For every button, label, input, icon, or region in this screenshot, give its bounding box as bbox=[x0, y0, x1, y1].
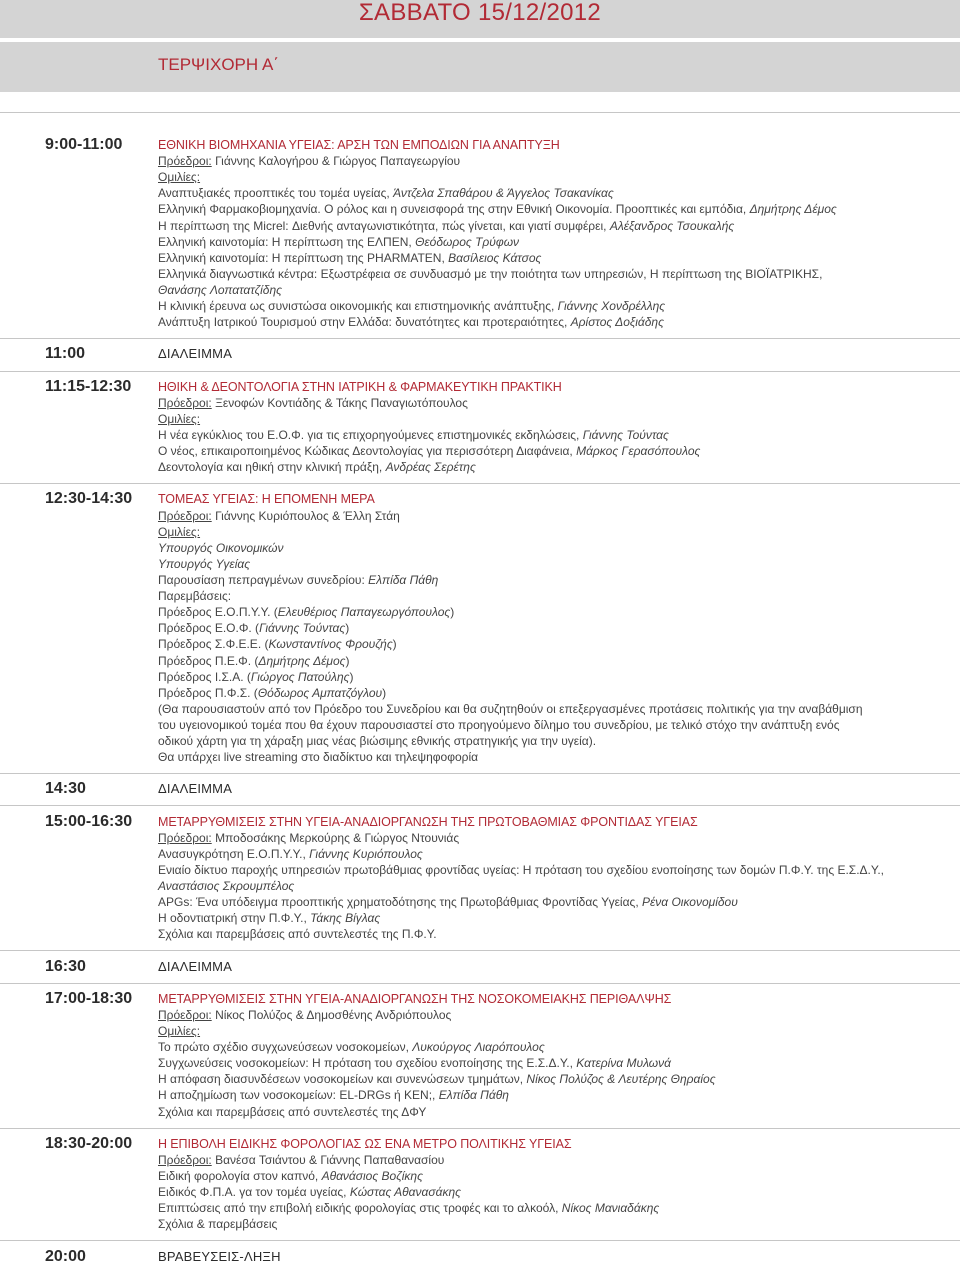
program-line bbox=[158, 572, 960, 588]
program-line bbox=[158, 685, 960, 701]
session-time: 12:30-14:30 bbox=[45, 490, 133, 508]
chairs-line bbox=[158, 508, 960, 524]
program-line bbox=[158, 1184, 960, 1200]
chairs-names: Βανέσα Τσιάντου & Γιάννης Παπαθανασίου bbox=[215, 1152, 445, 1167]
item-text: Πρόεδρος Ι.Σ.Α. ( bbox=[158, 669, 251, 684]
item-suffix: ) bbox=[392, 637, 397, 652]
speaker-name: Ελευθέριος Παπαγεωργόπουλος bbox=[277, 605, 451, 620]
speaker-name: Λυκούργος Λιαρόπουλος bbox=[412, 1040, 545, 1055]
program-line bbox=[158, 298, 960, 314]
item-text: Η νέα εγκύκλιος του Ε.Ο.Φ. για τις επιχορηγούμενες επιστημονικές εκδηλώσεις, bbox=[158, 427, 583, 442]
item-text: Παρεμβάσεις: bbox=[158, 589, 232, 604]
speaker-name: Νίκος Μανιαδάκης bbox=[561, 1201, 660, 1216]
item-text: Η αποζημίωση των νοσοκομείων: EL-DRGs ή ΚΕΝ;, bbox=[158, 1088, 439, 1103]
session-content bbox=[158, 491, 960, 765]
header-rule bbox=[0, 112, 960, 113]
program-line bbox=[158, 653, 960, 669]
program-line bbox=[158, 1039, 960, 1055]
break-row bbox=[0, 781, 960, 797]
section-divider bbox=[0, 363, 960, 379]
program-line bbox=[158, 1055, 960, 1071]
item-text: Ελληνική Φαρμακοβιομηχανία. Ο ρόλος και η συνεισφορά της στην Εθνική Οικονομία. Προοπτικές και εμπόδια, bbox=[158, 202, 750, 217]
speaker-name: Θόδωρος Αμπατζόγλου bbox=[257, 685, 383, 700]
session-block bbox=[0, 137, 960, 330]
talks-label: Ομιλίες: bbox=[158, 411, 201, 426]
item-text: Ανάπτυξη Ιατρικού Τουρισμού στην Ελλάδα: δυνατότητες και προτεραιότητες, bbox=[158, 315, 571, 330]
session-time: 17:00-18:30 bbox=[45, 989, 133, 1007]
speaker-name: Υπουργός Οικονομικών bbox=[158, 540, 284, 555]
day-title: ΣΑΒΒΑΤΟ 15/12/2012 bbox=[358, 0, 602, 26]
speaker-name: Άντζελα Σπαθάρου & Άγγελος Τσακανίκας bbox=[393, 186, 614, 201]
speaker-name: Ελπίδα Πάθη bbox=[368, 572, 439, 587]
program-line bbox=[158, 314, 960, 330]
chairs-line bbox=[158, 153, 960, 169]
program-line bbox=[158, 1168, 960, 1184]
session-content bbox=[158, 781, 960, 797]
session-time: 9:00-11:00 bbox=[45, 136, 123, 153]
section-divider bbox=[0, 942, 960, 958]
item-text: Πρόεδρος Π.Ε.Φ. ( bbox=[158, 653, 259, 668]
item-text: Επιπτώσεις από την επιβολή ειδικής φορολογίας στις τροφές και το αλκοόλ, bbox=[158, 1201, 562, 1216]
item-text: Αναπτυξιακές προοπτικές του τομέα υγείας, bbox=[158, 186, 394, 201]
hall-band bbox=[0, 42, 960, 92]
program-line bbox=[158, 620, 960, 636]
talks-label-line bbox=[158, 411, 960, 427]
item-suffix: ) bbox=[345, 621, 350, 636]
item-text: Σχόλια & παρεμβάσεις bbox=[158, 1217, 278, 1232]
chairs-names: Μποδοσάκης Μερκούρης & Γιώργος Ντουνιάς bbox=[215, 830, 460, 845]
session-time: 11:15-12:30 bbox=[45, 377, 132, 395]
item-text: Ο νέος, επικαιροποιημένος Κώδικας Δεοντολογίας για περισσότερη Διαφάνεια, bbox=[158, 444, 577, 459]
program-line bbox=[158, 846, 960, 862]
break-row bbox=[0, 346, 960, 362]
session-title: ΗΘΙΚΗ & ΔΕΟΝΤΟΛΟΓΙΑ ΣΤΗΝ ΙΑΤΡΙΚΗ & ΦΑΡΜΑΚΕΥΤΙΚΗ ΠΡΑΚΤΙΚΗ bbox=[158, 379, 562, 394]
section-divider bbox=[0, 765, 960, 781]
item-text: Σχόλια και παρεμβάσεις από συντελεστές της ΔΦΥ bbox=[158, 1104, 427, 1119]
program-line bbox=[158, 556, 960, 572]
speaker-name: Κατερίνα Μυλωνά bbox=[576, 1056, 671, 1071]
item-text: Ενιαίο δίκτυο παροχής υπηρεσιών πρωτοβάθμιας φροντίδας υγείας: Η πρόταση του σχεδίου ενοποίησης των δομών Π.Φ.Υ. της Ε.Σ.Δ.Υ., bbox=[158, 862, 885, 877]
program-line bbox=[158, 878, 960, 894]
session-content bbox=[158, 379, 960, 476]
break-label: ΔΙΑΛΕΙΜΜΑ bbox=[158, 346, 233, 362]
item-text: οδικού χάρτη για τη χάραξη μιας νέας βιώσιμης εθνικής στρατηγικής για την υγεία). bbox=[158, 734, 597, 749]
session-content bbox=[158, 814, 960, 943]
talks-label-line bbox=[158, 1023, 960, 1039]
session-time: 14:30 bbox=[45, 780, 86, 798]
chairs-label: Πρόεδροι: bbox=[158, 154, 212, 169]
session-block bbox=[0, 491, 960, 765]
item-text: Ελληνική καινοτομία: Η περίπτωση της ΕΛΠΕΝ, bbox=[158, 234, 416, 249]
chairs-names: Νίκος Πολύζος & Δημοσθένης Ανδριόπουλος bbox=[215, 1007, 452, 1022]
speaker-name: Θανάσης Λοπατατζίδης bbox=[158, 282, 282, 297]
program-line bbox=[158, 588, 960, 604]
item-text: Ελληνική καινοτομία: Η περίπτωση της PHARMATEN, bbox=[158, 250, 449, 265]
talks-label-line bbox=[158, 524, 960, 540]
program-line bbox=[158, 604, 960, 620]
item-text: (Θα παρουσιαστούν από τον Πρόεδρο του Συνεδρίου και θα συζητηθούν οι επεξεργασμένες προτάσεις πολιτικής για την αναβάθμιση bbox=[158, 701, 863, 716]
session-block bbox=[0, 1136, 960, 1233]
session-content bbox=[158, 1249, 960, 1265]
program-line bbox=[158, 282, 960, 298]
program-line bbox=[158, 266, 960, 282]
program-line bbox=[158, 910, 960, 926]
session-title: ΕΘΝΙΚΗ ΒΙΟΜΗΧΑΝΙΑ ΥΓΕΙΑΣ: ΑΡΣΗ ΤΩΝ ΕΜΠΟΔΙΩΝ ΓΙΑ ΑΝΑΠΤΥΞΗ bbox=[158, 138, 560, 152]
speaker-name: Γιάννης Κυριόπουλος bbox=[309, 846, 423, 861]
item-suffix: ) bbox=[450, 605, 455, 620]
program-line bbox=[158, 701, 960, 717]
break-label: ΔΙΑΛΕΙΜΜΑ bbox=[158, 958, 233, 974]
item-text: Η περίπτωση της Micrel: Διεθνής ανταγωνιστικότητα, πώς γίνεται, και γιατί συμφέρει, bbox=[158, 218, 610, 233]
speaker-name: Υπουργός Υγείας bbox=[158, 556, 251, 571]
session-title: ΤΟΜΕΑΣ ΥΓΕΙΑΣ: Η ΕΠΟΜΕΝΗ ΜΕΡΑ bbox=[158, 492, 375, 507]
program-line bbox=[158, 1104, 960, 1120]
break-label: ΒΡΑΒΕΥΣΕΙΣ-ΛΗΞΗ bbox=[158, 1248, 281, 1264]
speaker-name: Τάκης Βίγλας bbox=[310, 911, 381, 926]
item-text: Η οδοντιατρική στην Π.Φ.Υ., bbox=[158, 911, 311, 926]
session-block bbox=[0, 814, 960, 943]
item-text: Η κλινική έρευνα ως συνιστώσα οικονομικής και επιστημονικής ανάπτυξης, bbox=[158, 299, 558, 314]
hall-name: ΤΕΡΨΙΧΟΡΗ Α΄ bbox=[158, 55, 279, 74]
talks-label: Ομιλίες: bbox=[158, 524, 201, 539]
program-line bbox=[158, 201, 960, 217]
program-line bbox=[158, 1216, 960, 1232]
item-text: APGs: Ένα υπόδειγμα προοπτικής χρηματοδότησης της Πρωτοβάθμιας Φροντίδας Υγείας, bbox=[158, 895, 642, 910]
item-text: Πρόεδρος Π.Φ.Σ. ( bbox=[158, 685, 258, 700]
item-text: Η απόφαση διασυνδέσεων νοσοκομείων και συνενώσεων τμημάτων, bbox=[158, 1072, 527, 1087]
session-content bbox=[158, 1136, 960, 1233]
chairs-label: Πρόεδροι: bbox=[158, 1152, 212, 1167]
program-line bbox=[158, 669, 960, 685]
program-line bbox=[158, 926, 960, 942]
talks-label: Ομιλίες: bbox=[158, 170, 201, 185]
program-line bbox=[158, 250, 960, 266]
item-text: Πρόεδρος Ε.Ο.Φ. ( bbox=[158, 621, 260, 636]
program-line bbox=[158, 1087, 960, 1103]
speaker-name: Θεόδωρος Τρύφων bbox=[415, 234, 520, 249]
speaker-name: Αρίστος Δοξιάδης bbox=[570, 315, 664, 330]
speaker-name: Γιώργος Πατούλης bbox=[250, 669, 350, 684]
program-line bbox=[158, 459, 960, 475]
item-text: Σχόλια και παρεμβάσεις από συντελεστές της Π.Φ.Υ. bbox=[158, 927, 437, 942]
program-line bbox=[158, 427, 960, 443]
chairs-names: Γιάννης Κυριόπουλος & Έλλη Στάη bbox=[215, 508, 400, 523]
chairs-label: Πρόεδροι: bbox=[158, 508, 212, 523]
item-suffix: ) bbox=[345, 653, 350, 668]
item-text: Συγχωνεύσεις νοσοκομείων: Η πρόταση του σχεδίου ενοποίησης της Ε.Σ.Δ.Υ., bbox=[158, 1056, 577, 1071]
item-suffix: ) bbox=[382, 685, 387, 700]
item-text: Πρόεδρος Σ.Φ.Ε.Ε. ( bbox=[158, 637, 269, 652]
section-divider bbox=[0, 1120, 960, 1136]
session-content bbox=[158, 991, 960, 1120]
item-text: Ελληνικά διαγνωστικά κέντρα: Εξωστρέφεια σε συνδυασμό με την ποιότητα των υπηρεσιών, Η περίπτωση της ΒΙΟΪΑΤΡΙΚΗΣ, bbox=[158, 266, 823, 281]
program-line bbox=[158, 749, 960, 765]
program-line bbox=[158, 234, 960, 250]
session-time: 18:30-20:00 bbox=[45, 1134, 133, 1152]
speaker-name: Αθανάσιος Βοζίκης bbox=[321, 1169, 423, 1183]
section-divider bbox=[0, 797, 960, 813]
chairs-label: Πρόεδροι: bbox=[158, 1007, 212, 1022]
speaker-name: Βασίλειος Κάτσος bbox=[448, 250, 542, 265]
chairs-label: Πρόεδροι: bbox=[158, 395, 212, 410]
session-content bbox=[158, 137, 960, 330]
program-line bbox=[158, 894, 960, 910]
section-divider bbox=[0, 330, 960, 346]
program-line bbox=[158, 185, 960, 201]
item-text: Ειδική φορολογία στον καπνό, bbox=[158, 1169, 322, 1183]
speaker-name: Δημήτρης Δέμος bbox=[258, 653, 346, 668]
section-divider bbox=[0, 975, 960, 991]
speaker-name: Μάρκος Γερασόπουλος bbox=[576, 444, 701, 459]
session-block bbox=[0, 379, 960, 476]
speaker-name: Αλέξανδρος Τσουκαλής bbox=[609, 218, 735, 233]
program-line bbox=[158, 443, 960, 459]
session-time: 15:00-16:30 bbox=[45, 812, 133, 830]
break-row bbox=[0, 959, 960, 975]
session-title: ΜΕΤΑΡΡΥΘΜΙΣΕΙΣ ΣΤΗΝ ΥΓΕΙΑ-ΑΝΑΔΙΟΡΓΑΝΩΣΗ ΤΗΣ ΠΡΩΤΟΒΑΘΜΙΑΣ ΦΡΟΝΤΙΔΑΣ ΥΓΕΙΑΣ bbox=[158, 814, 698, 829]
program-line bbox=[158, 636, 960, 652]
chairs-names: Γιάννης Καλογήρου & Γιώργος Παπαγεωργίου bbox=[215, 154, 461, 169]
session-block bbox=[0, 991, 960, 1120]
item-text: Παρουσίαση πεπραγμένων συνεδρίου: bbox=[158, 572, 369, 587]
speaker-name: Αναστάσιος Σκρουμπέλος bbox=[158, 879, 295, 894]
program-line bbox=[158, 1200, 960, 1216]
program-line bbox=[158, 1071, 960, 1087]
session-title: ΜΕΤΑΡΡΥΘΜΙΣΕΙΣ ΣΤΗΝ ΥΓΕΙΑ-ΑΝΑΔΙΟΡΓΑΝΩΣΗ ΤΗΣ ΝΟΣΟΚΟΜΕΙΑΚΗΣ ΠΕΡΙΘΑΛΨΗΣ bbox=[158, 991, 672, 1006]
speaker-name: Γιάννης Τούντας bbox=[582, 427, 669, 442]
item-suffix: ) bbox=[349, 669, 354, 684]
section-divider bbox=[0, 475, 960, 491]
session-time: 11:00 bbox=[45, 345, 86, 363]
program-schedule bbox=[0, 137, 960, 1265]
speaker-name: Ελπίδα Πάθη bbox=[438, 1088, 509, 1103]
item-text: Δεοντολογία και ηθική στην κλινική πράξη, bbox=[158, 460, 386, 475]
item-text: Ανασυγκρότηση Ε.Ο.Π.Υ.Υ., bbox=[158, 846, 310, 861]
item-text: Θα υπάρχει live streaming στο διαδίκτυο και τηλεψηφοφορία bbox=[158, 750, 479, 765]
session-content bbox=[158, 346, 960, 362]
session-title: Η ΕΠΙΒΟΛΗ ΕΙΔΙΚΗΣ ΦΟΡΟΛΟΓΙΑΣ ΩΣ ΕΝΑ ΜΕΤΡΟ ΠΟΛΙΤΙΚΗΣ ΥΓΕΙΑΣ bbox=[158, 1136, 572, 1151]
speaker-name: Κώστας Αθανασάκης bbox=[349, 1185, 461, 1200]
chairs-line bbox=[158, 830, 960, 846]
speaker-name: Γιάννης Τούντας bbox=[259, 621, 346, 636]
chairs-names: Ξενοφών Κοντιάδης & Τάκης Παναγιωτόπουλος bbox=[215, 395, 468, 410]
speaker-name: Δημήτρης Δέμος bbox=[749, 202, 837, 217]
item-text: του υγειονομικού τομέα που θα έχουν παρουσιαστεί στο προηγούμενο δίλημο του συνεδρίου, με τελικό στόχο την ανάπτυξη ενός bbox=[158, 717, 840, 732]
item-text: Πρόεδρος Ε.Ο.Π.Υ.Υ. ( bbox=[158, 605, 278, 620]
speaker-name: Ρένα Οικονομίδου bbox=[641, 895, 738, 910]
break-label: ΔΙΑΛΕΙΜΜΑ bbox=[158, 781, 233, 797]
talks-label: Ομιλίες: bbox=[158, 1024, 201, 1039]
chairs-line bbox=[158, 1007, 960, 1023]
session-time: 16:30 bbox=[45, 957, 86, 975]
item-text: Ειδικός Φ.Π.Α. γα τον τομέα υγείας, bbox=[158, 1185, 350, 1200]
speaker-name: Ανδρέας Σερέτης bbox=[385, 460, 476, 475]
chairs-label: Πρόεδροι: bbox=[158, 830, 212, 845]
item-text: Το πρώτο σχέδιο συγχωνεύσεων νοσοκομείων, bbox=[158, 1040, 413, 1055]
break-row bbox=[0, 1249, 960, 1265]
chairs-line bbox=[158, 1152, 960, 1168]
program-line bbox=[158, 717, 960, 733]
session-content bbox=[158, 959, 960, 975]
program-line bbox=[158, 862, 960, 878]
speaker-name: Γιάννης Χονδρέλλης bbox=[557, 299, 666, 314]
program-line bbox=[158, 218, 960, 234]
section-divider bbox=[0, 1232, 960, 1248]
speaker-name: Κωνσταντίνος Φρουζής bbox=[268, 637, 393, 652]
talks-label-line bbox=[158, 169, 960, 185]
speaker-name: Νίκος Πολύζος & Λευτέρης Θηραίος bbox=[526, 1072, 716, 1087]
program-line bbox=[158, 733, 960, 749]
chairs-line bbox=[158, 395, 960, 411]
program-line bbox=[158, 540, 960, 556]
session-time: 20:00 bbox=[45, 1247, 86, 1265]
